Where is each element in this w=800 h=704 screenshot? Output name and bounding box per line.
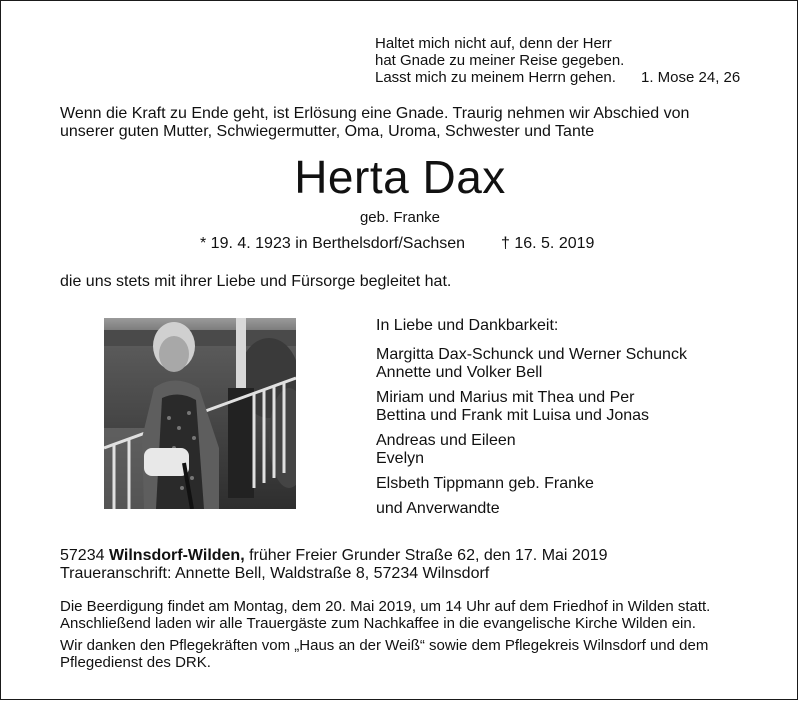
death-date: † 16. 5. 2019 — [501, 235, 595, 252]
verse-reference: 1. Mose 24, 26 — [641, 69, 741, 86]
mourners-heading: In Liebe und Dankbarkeit: — [376, 317, 559, 334]
funeral-line-2: Anschließend laden wir alle Trauergäste zum Nachkaffee in die evangelische Kirche Wilden ein. — [60, 615, 696, 632]
mourner-line: Margitta Dax-Schunck und Werner Schunck — [376, 346, 687, 363]
tribute-text: die uns stets mit ihrer Liebe und Fürsorge begleitet hat. — [60, 273, 452, 290]
verse-line-2: hat Gnade zu meiner Reise gegeben. — [375, 52, 625, 69]
mourner-line: Annette und Volker Bell — [376, 364, 543, 381]
portrait-photo — [104, 318, 296, 509]
address-line — [60, 546, 608, 566]
postal-code: 57234 — [60, 547, 105, 564]
mourner-line: Elsbeth Tippmann geb. Franke — [376, 475, 594, 492]
deceased-name: Herta Dax — [294, 151, 506, 203]
place-name: Wilnsdorf-Wilden, — [108, 547, 245, 564]
intro-line-1: Wenn die Kraft zu Ende geht, ist Erlösung eine Gnade. Traurig nehmen wir Abschied von — [60, 105, 690, 122]
thanks-line-2: Pflegedienst des DRK. — [60, 654, 211, 671]
address-rest: früher Freier Grunder Straße 62, den 17. Mai 2019 — [244, 547, 608, 564]
intro-line-2: unserer guten Mutter, Schwiegermutter, Oma, Uroma, Schwester und Tante — [60, 123, 595, 140]
mourner-line: Evelyn — [376, 450, 425, 467]
verse-line-1: Haltet mich nicht auf, denn der Herr — [375, 35, 612, 52]
mourner-line: Miriam und Marius mit Thea und Per — [376, 389, 635, 406]
thanks-line-1: Wir danken den Pflegekräften vom „Haus an der Weiß“ sowie dem Pflegekreis Wilnsdorf und dem — [60, 637, 709, 654]
maiden-name: geb. Franke — [359, 209, 441, 226]
mourner-line: Bettina und Frank mit Luisa und Jonas — [376, 407, 650, 424]
funeral-line-1: Die Beerdigung findet am Montag, dem 20. Mai 2019, um 14 Uhr auf dem Friedhof in Wilden statt. — [60, 598, 711, 615]
mourning-address: Traueranschrift: Annette Bell, Waldstraße 8, 57234 Wilnsdorf — [60, 565, 490, 582]
verse-line-3: Lasst mich zu meinem Herrn gehen. — [375, 69, 616, 86]
mourner-line: Andreas und Eileen — [376, 432, 516, 449]
birth-date: * 19. 4. 1923 in Berthelsdorf/Sachsen — [200, 235, 466, 252]
mourner-line: und Anverwandte — [376, 500, 500, 517]
